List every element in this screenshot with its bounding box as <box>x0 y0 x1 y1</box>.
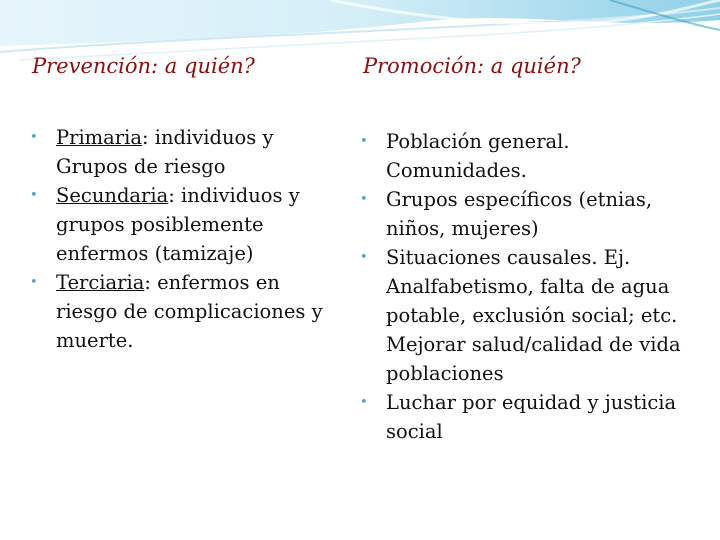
bullet-icon: • <box>360 192 368 207</box>
prevention-list <box>30 123 340 355</box>
item-text: : individuos y grupos posiblemente enfermos (tamizaje) <box>56 184 300 265</box>
bullet-icon: • <box>30 188 38 203</box>
list-item <box>360 127 705 185</box>
bullet-icon: • <box>360 250 368 265</box>
list-item <box>30 181 340 268</box>
prevention-heading: Prevención: a quién? <box>32 54 255 78</box>
list-item <box>30 268 340 355</box>
promotion-list <box>360 127 705 446</box>
list-item <box>360 388 705 446</box>
promotion-heading: Promoción: a quién? <box>363 54 581 78</box>
item-term: Secundaria <box>56 184 169 207</box>
list-item <box>30 123 340 181</box>
bullet-icon: • <box>360 395 368 410</box>
list-item <box>360 185 705 243</box>
item-text: Situaciones causales. Ej. Analfabetismo, falta de agua potable, exclusión social; etc. Mejorar salud/calidad de vida poblaciones <box>386 246 681 385</box>
item-text: : individuos y Grupos de riesgo <box>56 126 274 178</box>
bullet-icon: • <box>30 275 38 290</box>
item-term: Primaria <box>56 126 142 149</box>
item-text: Población general. Comunidades. <box>386 130 570 182</box>
item-text: : enfermos en riesgo de complicaciones y muerte. <box>56 271 323 352</box>
item-term: Terciaria <box>56 271 145 294</box>
list-item <box>360 243 705 388</box>
item-text: Grupos específicos (etnias, niños, mujeres) <box>386 188 653 240</box>
bullet-icon: • <box>30 130 38 145</box>
item-text: Luchar por equidad y justicia social <box>386 391 677 443</box>
bullet-icon: • <box>360 134 368 149</box>
